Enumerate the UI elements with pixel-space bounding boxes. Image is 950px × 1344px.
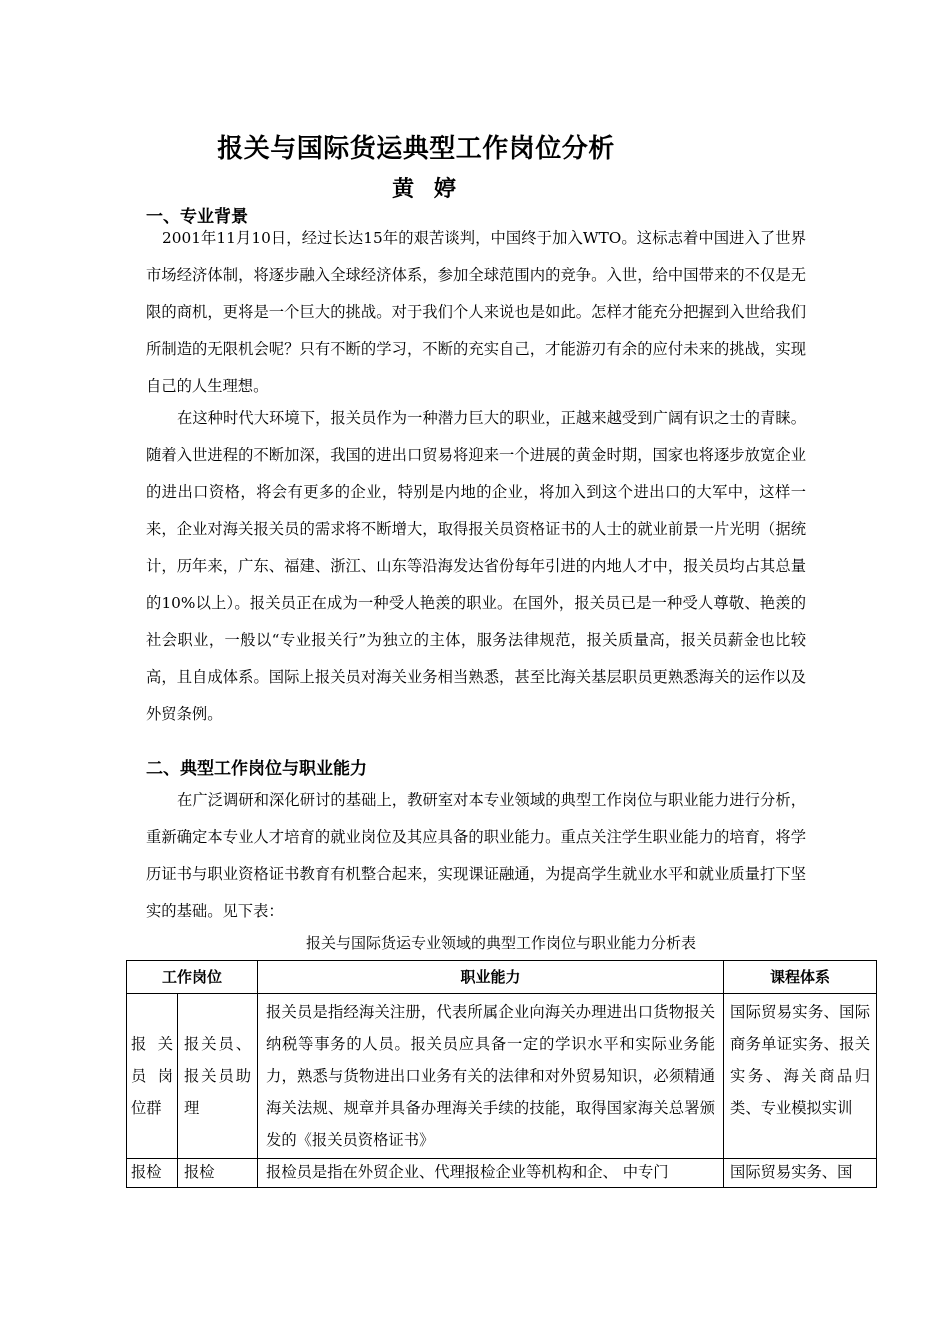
table-row bbox=[127, 994, 877, 1159]
table-caption: 报关与国际货运专业领域的典型工作岗位与职业能力分析表 bbox=[305, 934, 696, 952]
section-heading-background: 一、专业背景 bbox=[146, 207, 248, 227]
paragraph-background-2: 在这种时代大环境下，报关员作为一种潜力巨大的职业，正越来越受到广阔有识之士的青睐。随着入世进程的不断加深，我国的进出口贸易将迎来一个进展的黄金时期，国家也将逐步放宽企业的进出口资格，将会有更多的企业，特别是内地的企业，将加入到这个进出口的大军中，这样一来，企业对海关报关员的需求将不断增大，取得报关员资格证书的人士的就业前景一片光明（据统计，历年来，广东、福建、浙江、山东等沿海发达省份每年引进的内地人才中，报关员均占其总量的10%以上）。报关员正在成为一种受人艳羡的职业。在国外，报关员已是一种受人尊敬、艳羡的社会职业，一般以“专业报关行”为独立的主体，服务法律规范，报关质量高，报关员薪金也比较高，且自成体系。国际上报关员对海关业务相当熟悉，甚至比海关基层职员更熟悉海关的运作以及外贸条例。 bbox=[146, 409, 806, 723]
table-row bbox=[127, 1159, 877, 1188]
table-header-row bbox=[127, 961, 877, 994]
cell-group: 报检 bbox=[127, 1159, 178, 1188]
header-courses: 课程体系 bbox=[724, 961, 877, 994]
header-position: 工作岗位 bbox=[127, 961, 258, 994]
document-title: 报关与国际货运典型工作岗位分析 bbox=[217, 134, 615, 164]
paragraph-positions: 在广泛调研和深化研讨的基础上，教研室对本专业领域的典型工作岗位与职业能力进行分析，重新确定本专业人才培育的就业岗位及其应具备的职业能力。重点关注学生职业能力的培育，将学历证书与职业资格证书教育有机整合起来，实现课证融通，为提高学生就业水平和就业质量打下坚实的基础。见下表： bbox=[146, 791, 806, 920]
cell-position: 报关员、报关员助理 bbox=[178, 994, 258, 1159]
cell-group: 报关员岗位群 bbox=[127, 994, 178, 1159]
cell-ability: 报检员是指在外贸企业、代理报检企业等机构和企、 中专门 bbox=[258, 1159, 724, 1188]
header-ability: 职业能力 bbox=[258, 961, 724, 994]
paragraph-background-1: 2001年11月10日，经过长达15年的艰苦谈判，中国终于加入WTO。这标志着中国进入了世界市场经济体制，将逐步融入全球经济体系，参加全球范围内的竞争。入世，给中国带来的不仅是无限的商机，更将是一个巨大的挑战。对于我们个人来说也是如此。怎样才能充分把握到入世给我们所制造的无限机会呢？只有不断的学习，不断的充实自己，才能游刃有余的应付未来的挑战，实现自己的人生理想。 bbox=[146, 229, 806, 395]
cell-ability: 报关员是指经海关注册，代表所属企业向海关办理进出口货物报关纳税等事务的人员。报关员应具备一定的学识水平和实际业务能力，熟悉与货物进出口业务有关的法律和对外贸易知识，必须精通海关法规、规章并具备办理海关手续的技能，取得国家海关总署颁发的《报关员资格证书》 bbox=[258, 994, 724, 1159]
cell-courses: 国际贸易实务、国际商务单证实务、报关实务、海关商品归类、专业模拟实训 bbox=[724, 994, 877, 1159]
position-ability-table bbox=[126, 960, 877, 1188]
cell-courses: 国际贸易实务、国 bbox=[724, 1159, 877, 1188]
section-heading-positions: 二、典型工作岗位与职业能力 bbox=[146, 759, 367, 779]
author-name: 黄 婷 bbox=[392, 177, 462, 202]
cell-position: 报检 bbox=[178, 1159, 258, 1188]
